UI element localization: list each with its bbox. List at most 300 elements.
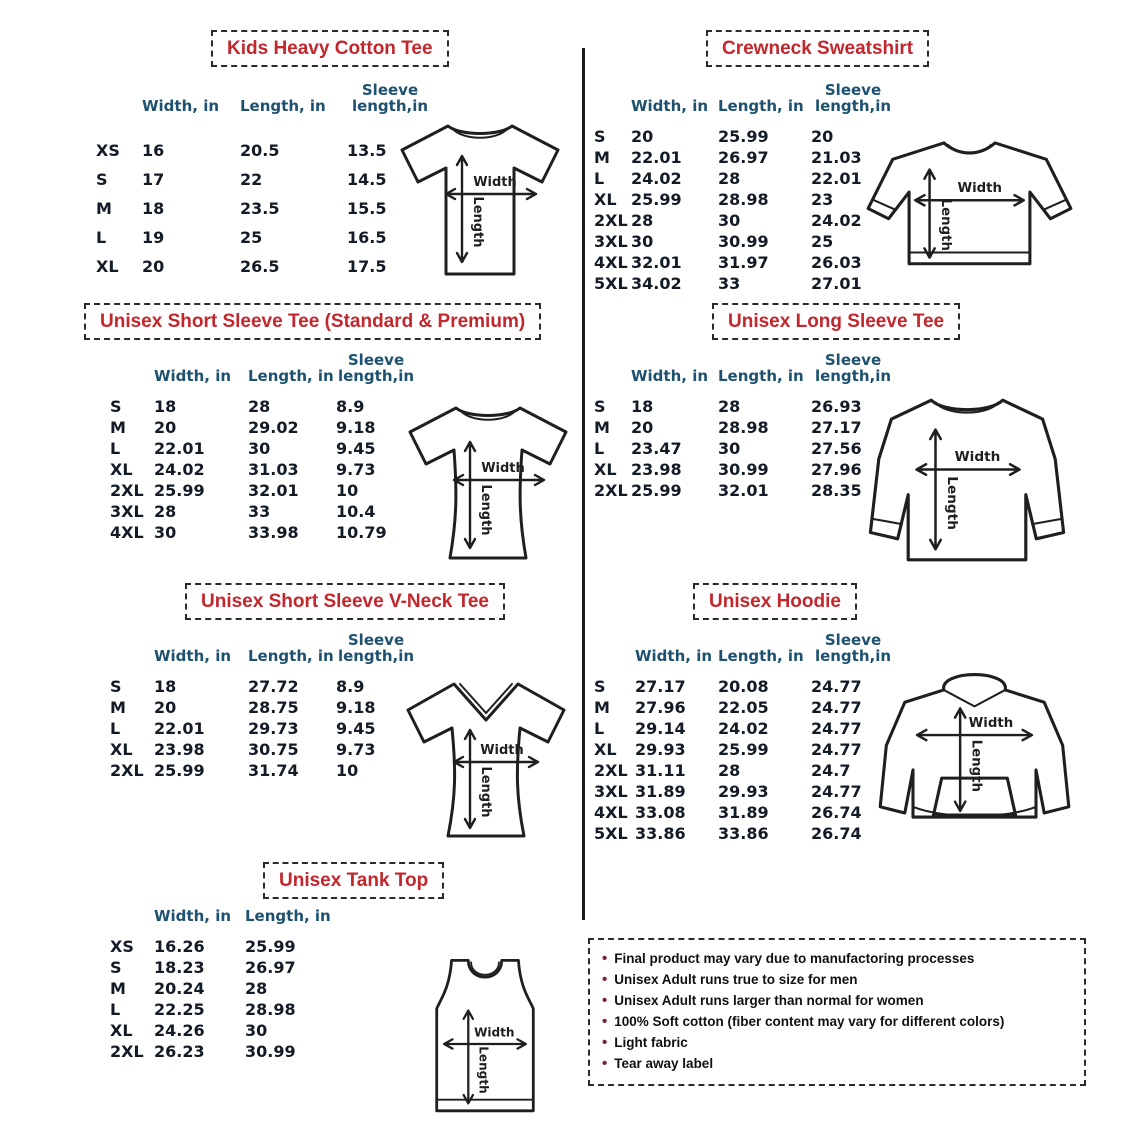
- width-label: Width: [954, 449, 1001, 466]
- size-label: XL: [110, 459, 133, 479]
- size-label: XL: [96, 256, 119, 276]
- sleeve-value: 24.7: [811, 760, 851, 780]
- table-row: [594, 823, 895, 844]
- section-title-long-sleeve-tee: Unisex Long Sleeve Tee: [712, 303, 960, 340]
- length-value: 25.99: [718, 739, 769, 759]
- sleeve-value: 17.5: [347, 256, 387, 276]
- table-row: [96, 165, 433, 194]
- width-value: 24.02: [154, 459, 205, 479]
- table-row: [594, 273, 895, 294]
- table-row: [594, 802, 895, 823]
- width-label: Width: [480, 743, 524, 758]
- note-item: [602, 992, 1072, 1013]
- length-label: Length: [944, 476, 961, 530]
- column-header-length: Length, in: [248, 367, 334, 385]
- width-label: Width: [473, 175, 517, 190]
- length-value: 22: [240, 169, 263, 189]
- sleeve-value: 24.77: [811, 718, 862, 738]
- size-label: S: [96, 169, 108, 189]
- width-value: 17: [142, 169, 165, 189]
- size-label: L: [110, 718, 121, 738]
- table-row: [594, 147, 895, 168]
- table-row: [594, 231, 895, 252]
- sleeve-value: 9.18: [336, 697, 376, 717]
- size-label: 4XL: [110, 522, 144, 542]
- sleeve-value: 27.96: [811, 459, 862, 479]
- header-row: [110, 908, 355, 936]
- note-item: [602, 1034, 1072, 1055]
- length-value: 29.02: [248, 417, 299, 437]
- table-row: [594, 676, 895, 697]
- length-value: 23.5: [240, 198, 280, 218]
- width-value: 31.89: [635, 781, 686, 801]
- width-value: 22.01: [154, 438, 205, 458]
- width-label: Width: [957, 181, 1003, 197]
- length-value: 20.5: [240, 140, 280, 160]
- length-value: 30.75: [248, 739, 299, 759]
- section-title-v-neck-tee: Unisex Short Sleeve V-Neck Tee: [185, 583, 505, 620]
- length-value: 31.97: [718, 252, 769, 272]
- table-row: [110, 936, 355, 957]
- column-header-sleeve: Sleeve length,in: [337, 631, 415, 665]
- v-neck-tee-illustration: [396, 668, 576, 848]
- size-label: 3XL: [110, 501, 144, 521]
- length-value: 25.99: [718, 126, 769, 146]
- corner-cell: [594, 352, 631, 396]
- note-text: Unisex Adult runs true to size for men: [614, 972, 858, 987]
- column-header-length: Length, in: [718, 367, 804, 385]
- table-row: [110, 760, 416, 781]
- long-sleeve-tee-table: [594, 352, 895, 501]
- length-label: Length: [476, 1046, 491, 1094]
- sleeve-value: 28.35: [811, 480, 862, 500]
- table-row: [110, 1041, 355, 1062]
- length-value: 30: [248, 438, 271, 458]
- column-header-width: Width, in: [154, 367, 232, 385]
- table-row: [96, 252, 433, 281]
- size-label: 3XL: [594, 781, 628, 801]
- size-label: L: [594, 168, 605, 188]
- length-value: 29.93: [718, 781, 769, 801]
- width-value: 16.26: [154, 936, 205, 956]
- width-value: 23.47: [631, 438, 682, 458]
- long-sleeve-tee-illustration: [862, 385, 1072, 575]
- size-label: 2XL: [594, 760, 628, 780]
- length-value: 31.74: [248, 760, 299, 780]
- size-label: XL: [594, 459, 617, 479]
- sleeve-value: 23: [811, 189, 834, 209]
- column-header-length: Length, in: [240, 97, 326, 115]
- size-label: M: [96, 198, 112, 218]
- section-title-tank-top: Unisex Tank Top: [263, 862, 444, 899]
- size-label: 4XL: [594, 252, 628, 272]
- column-header-sleeve: Sleeve length,in: [814, 631, 892, 665]
- width-value: 30: [154, 522, 177, 542]
- sleeve-value: 10.4: [336, 501, 376, 521]
- size-label: L: [594, 438, 605, 458]
- sleeve-value: 10.79: [336, 522, 387, 542]
- length-value: 26.97: [718, 147, 769, 167]
- column-header-sleeve: Sleeve length,in: [351, 81, 429, 115]
- width-value: 25.99: [154, 480, 205, 500]
- sleeve-value: 21.03: [811, 147, 862, 167]
- table-row: [110, 1020, 355, 1041]
- length-label: Length: [478, 484, 493, 536]
- size-label: L: [110, 999, 121, 1019]
- width-value: 29.14: [635, 718, 686, 738]
- table-row: [110, 501, 416, 522]
- tank-top-table: [110, 908, 355, 1062]
- column-header-length: Length, in: [718, 97, 804, 115]
- column-header-width: Width, in: [154, 647, 232, 665]
- size-label: 5XL: [594, 273, 628, 293]
- section-title-unisex-short-sleeve-tee: Unisex Short Sleeve Tee (Standard & Premium): [84, 303, 541, 340]
- width-value: 28: [154, 501, 177, 521]
- sleeve-value: 9.73: [336, 459, 376, 479]
- section-title-unisex-hoodie: Unisex Hoodie: [693, 583, 857, 620]
- size-label: 3XL: [594, 231, 628, 251]
- width-value: 28: [631, 210, 654, 230]
- size-label: 2XL: [110, 760, 144, 780]
- size-label: S: [110, 957, 122, 977]
- table-row: [594, 739, 895, 760]
- corner-cell: [96, 82, 142, 136]
- width-value: 20: [142, 256, 165, 276]
- column-header-length: Length, in: [718, 647, 804, 665]
- width-value: 18: [154, 396, 177, 416]
- size-label: 2XL: [594, 210, 628, 230]
- sleeve-value: 22.01: [811, 168, 862, 188]
- size-label: XL: [110, 1020, 133, 1040]
- width-value: 16: [142, 140, 165, 160]
- length-value: 31.03: [248, 459, 299, 479]
- bullet-icon: •: [602, 971, 608, 988]
- sleeve-value: 24.77: [811, 676, 862, 696]
- width-value: 22.01: [154, 718, 205, 738]
- column-divider: [582, 48, 585, 920]
- width-value: 27.17: [635, 676, 686, 696]
- note-item: [602, 971, 1072, 992]
- length-value: 30.99: [718, 459, 769, 479]
- table-row: [594, 252, 895, 273]
- width-value: 25.99: [154, 760, 205, 780]
- length-value: 33.86: [718, 823, 769, 843]
- column-header-width: Width, in: [631, 97, 709, 115]
- length-value: 30: [718, 210, 741, 230]
- table-row: [110, 396, 416, 417]
- width-value: 33.86: [635, 823, 686, 843]
- column-header-sleeve: Sleeve length,in: [337, 351, 415, 385]
- size-label: S: [594, 676, 606, 696]
- size-label: M: [110, 978, 126, 998]
- section-title-kids-heavy-cotton-tee: Kids Heavy Cotton Tee: [211, 30, 449, 67]
- width-value: 31.11: [635, 760, 686, 780]
- table-row: [110, 999, 355, 1020]
- width-value: 25.99: [631, 480, 682, 500]
- length-value: 28: [718, 760, 741, 780]
- sleeve-value: 25: [811, 231, 834, 251]
- sleeve-value: 24.77: [811, 697, 862, 717]
- unisex-short-sleeve-tee-table: [110, 352, 416, 543]
- note-item: [602, 1013, 1072, 1034]
- size-label: L: [110, 438, 121, 458]
- table-row: [594, 210, 895, 231]
- sleeve-value: 8.9: [336, 676, 365, 696]
- corner-cell: [110, 632, 154, 676]
- width-value: 30: [631, 231, 654, 251]
- corner-cell: [594, 632, 635, 676]
- size-label: XS: [110, 936, 134, 956]
- sleeve-value: 9.45: [336, 718, 376, 738]
- bullet-icon: •: [602, 950, 608, 967]
- width-value: 27.96: [635, 697, 686, 717]
- table-row: [594, 168, 895, 189]
- table-row: [110, 957, 355, 978]
- table-row: [594, 480, 895, 501]
- column-header-length: Length, in: [245, 907, 331, 925]
- sleeve-value: 26.03: [811, 252, 862, 272]
- size-label: S: [110, 396, 122, 416]
- length-value: 28: [248, 396, 271, 416]
- size-label: L: [594, 718, 605, 738]
- crewneck-sweatshirt-table: [594, 82, 895, 294]
- length-value: 27.72: [248, 676, 299, 696]
- length-value: 25: [240, 227, 263, 247]
- length-value: 30.99: [718, 231, 769, 251]
- note-text: Tear away label: [614, 1056, 714, 1071]
- length-value: 31.89: [718, 802, 769, 822]
- length-value: 24.02: [718, 718, 769, 738]
- sleeve-value: 27.56: [811, 438, 862, 458]
- width-value: 19: [142, 227, 165, 247]
- size-label: M: [594, 697, 610, 717]
- length-value: 30: [718, 438, 741, 458]
- length-value: 26.5: [240, 256, 280, 276]
- corner-cell: [110, 352, 154, 396]
- sleeve-value: 16.5: [347, 227, 387, 247]
- table-row: [110, 438, 416, 459]
- sleeve-value: 27.17: [811, 417, 862, 437]
- size-label: 4XL: [594, 802, 628, 822]
- width-value: 20: [154, 417, 177, 437]
- note-text: 100% Soft cotton (fiber content may vary for different colors): [614, 1014, 1005, 1029]
- sleeve-value: 15.5: [347, 198, 387, 218]
- header-row: [110, 632, 416, 676]
- sleeve-value: 13.5: [347, 140, 387, 160]
- size-label: 2XL: [110, 480, 144, 500]
- note-text: Unisex Adult runs larger than normal for women: [614, 993, 924, 1008]
- table-row: [594, 438, 895, 459]
- corner-cell: [594, 82, 631, 126]
- sleeve-value: 10: [336, 760, 359, 780]
- length-value: 22.05: [718, 697, 769, 717]
- sleeve-value: 26.74: [811, 823, 862, 843]
- header-row: [594, 82, 895, 126]
- corner-cell: [110, 908, 154, 936]
- kids-heavy-cotton-tee-table: [96, 82, 433, 281]
- length-value: 32.01: [718, 480, 769, 500]
- width-value: 29.93: [635, 739, 686, 759]
- length-value: 28.98: [245, 999, 296, 1019]
- width-value: 18: [154, 676, 177, 696]
- size-label: 2XL: [594, 480, 628, 500]
- length-label: Length: [470, 196, 485, 248]
- table-row: [110, 417, 416, 438]
- width-label: Width: [474, 1025, 515, 1040]
- table-row: [110, 978, 355, 999]
- bullet-icon: •: [602, 1034, 608, 1051]
- length-label: Length: [937, 198, 953, 251]
- length-value: 20.08: [718, 676, 769, 696]
- table-row: [110, 739, 416, 760]
- column-header-width: Width, in: [631, 367, 709, 385]
- sleeve-value: 27.01: [811, 273, 862, 293]
- length-value: 26.97: [245, 957, 296, 977]
- width-value: 20.24: [154, 978, 205, 998]
- table-row: [110, 676, 416, 697]
- note-text: Final product may vary due to manufactoring processes: [614, 951, 975, 966]
- note-item: [602, 950, 1072, 971]
- table-row: [96, 194, 433, 223]
- table-row: [110, 718, 416, 739]
- width-value: 33.08: [635, 802, 686, 822]
- table-row: [594, 718, 895, 739]
- table-row: [110, 522, 416, 543]
- length-value: 33: [248, 501, 271, 521]
- sleeve-value: 24.02: [811, 210, 862, 230]
- note-text: Light fabric: [614, 1035, 688, 1050]
- size-label: S: [594, 126, 606, 146]
- unisex-hoodie-table: [594, 632, 895, 844]
- length-label: Length: [968, 739, 984, 792]
- v-neck-tee-table: [110, 632, 416, 781]
- width-value: 20: [154, 697, 177, 717]
- size-label: XL: [110, 739, 133, 759]
- column-header-width: Width, in: [142, 97, 220, 115]
- table-row: [110, 459, 416, 480]
- sleeve-value: 20: [811, 126, 834, 146]
- table-row: [110, 697, 416, 718]
- length-value: 30: [245, 1020, 268, 1040]
- column-header-length: Length, in: [248, 647, 334, 665]
- size-label: M: [594, 417, 610, 437]
- section-title-crewneck-sweatshirt: Crewneck Sweatshirt: [706, 30, 929, 67]
- header-row: [594, 352, 895, 396]
- size-label: XS: [96, 140, 120, 160]
- column-header-width: Width, in: [154, 907, 232, 925]
- table-row: [594, 459, 895, 480]
- sleeve-value: 8.9: [336, 396, 365, 416]
- width-value: 18: [142, 198, 165, 218]
- width-value: 24.26: [154, 1020, 205, 1040]
- length-value: 28.98: [718, 189, 769, 209]
- width-label: Width: [481, 461, 525, 476]
- bullet-icon: •: [602, 1055, 608, 1072]
- table-row: [594, 126, 895, 147]
- header-row: [594, 632, 895, 676]
- length-value: 33.98: [248, 522, 299, 542]
- width-value: 25.99: [631, 189, 682, 209]
- sleeve-value: 9.73: [336, 739, 376, 759]
- size-label: 5XL: [594, 823, 628, 843]
- length-value: 28.98: [718, 417, 769, 437]
- width-value: 24.02: [631, 168, 682, 188]
- sleeve-value: 24.77: [811, 781, 862, 801]
- sleeve-value: 9.18: [336, 417, 376, 437]
- size-label: L: [96, 227, 107, 247]
- header-row: [96, 82, 433, 136]
- size-label: M: [110, 697, 126, 717]
- bullet-icon: •: [602, 1013, 608, 1030]
- sleeve-value: 10: [336, 480, 359, 500]
- sleeve-value: 26.93: [811, 396, 862, 416]
- length-value: 30.99: [245, 1041, 296, 1061]
- table-row: [594, 189, 895, 210]
- width-value: 23.98: [631, 459, 682, 479]
- table-row: [594, 697, 895, 718]
- length-value: 29.73: [248, 718, 299, 738]
- sleeve-value: 14.5: [347, 169, 387, 189]
- table-row: [110, 480, 416, 501]
- size-label: XL: [594, 739, 617, 759]
- length-value: 28: [718, 168, 741, 188]
- size-label: M: [594, 147, 610, 167]
- sleeve-value: 24.77: [811, 739, 862, 759]
- tank-top-illustration: [420, 948, 550, 1126]
- width-value: 22.01: [631, 147, 682, 167]
- table-row: [594, 781, 895, 802]
- width-value: 22.25: [154, 999, 205, 1019]
- width-value: 20: [631, 417, 654, 437]
- size-label: S: [110, 676, 122, 696]
- table-row: [594, 417, 895, 438]
- bullet-icon: •: [602, 992, 608, 1009]
- unisex-hoodie-illustration: [872, 658, 1077, 848]
- column-header-width: Width, in: [635, 647, 713, 665]
- length-value: 28: [245, 978, 268, 998]
- length-value: 32.01: [248, 480, 299, 500]
- width-value: 26.23: [154, 1041, 205, 1061]
- crewneck-sweatshirt-illustration: [862, 128, 1077, 293]
- length-value: 28.75: [248, 697, 299, 717]
- column-header-sleeve: Sleeve length,in: [814, 351, 892, 385]
- table-row: [594, 760, 895, 781]
- width-value: 20: [631, 126, 654, 146]
- size-label: 2XL: [110, 1041, 144, 1061]
- width-value: 34.02: [631, 273, 682, 293]
- length-value: 28: [718, 396, 741, 416]
- width-value: 18.23: [154, 957, 205, 977]
- sleeve-value: 9.45: [336, 438, 376, 458]
- length-value: 25.99: [245, 936, 296, 956]
- sleeve-value: 26.74: [811, 802, 862, 822]
- width-value: 18: [631, 396, 654, 416]
- header-row: [110, 352, 416, 396]
- table-row: [96, 223, 433, 252]
- width-label: Width: [968, 715, 1014, 731]
- width-value: 23.98: [154, 739, 205, 759]
- note-item: [602, 1055, 1072, 1076]
- column-header-sleeve: Sleeve length,in: [814, 81, 892, 115]
- size-label: XL: [594, 189, 617, 209]
- size-label: M: [110, 417, 126, 437]
- unisex-tee-illustration: [398, 392, 578, 572]
- kids-tee-illustration: [388, 110, 573, 290]
- width-value: 32.01: [631, 252, 682, 272]
- size-label: S: [594, 396, 606, 416]
- table-row: [594, 396, 895, 417]
- length-label: Length: [478, 766, 493, 818]
